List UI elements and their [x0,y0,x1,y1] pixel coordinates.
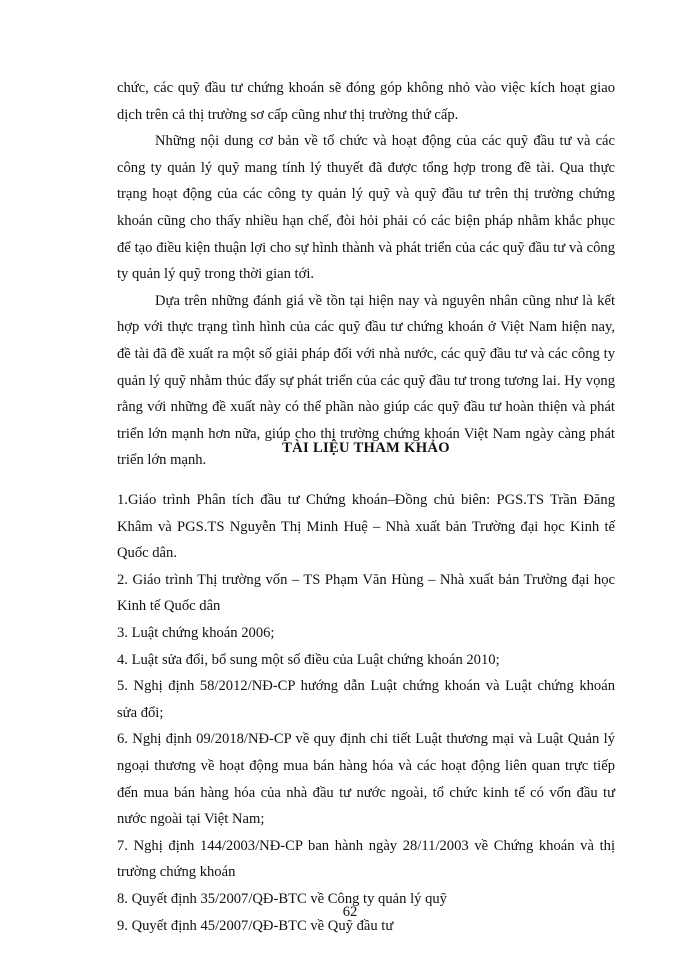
reference-item: 9. Quyết định 45/2007/QĐ-BTC về Quỹ đầu tư [117,917,394,934]
reference-item: 5. Nghị định 58/2012/NĐ-CP hướng dẫn Luật chứng khoán và Luật chứng khoán sửa đổi; [117,678,615,721]
reference-item: 8. Quyết định 35/2007/QĐ-BTC về Công ty quản lý quỹ [117,890,447,907]
reference-item: 3. Luật chứng khoán 2006; [117,624,275,641]
page-number: 62 [342,904,358,920]
reference-item: 4. Luật sửa đổi, bổ sung một số điều của Luật chứng khoán 2010; [117,651,500,668]
body-text [117,75,615,474]
paragraph-conclusion: Dựa trên những đánh giá về tồn tại hiện nay và nguyên nhân cũng như là kết hợp với thực trạng tình hình của các quỹ đầu tư chứng khoán ở Việt Nam hiện nay, đề tài đã đề xuất ra một số giải pháp đối với nhà nước, các quỹ đầu tư và các công ty quản lý quỹ nhằm thúc đẩy sự phát triển của các quỹ đầu tư trong tương lai. Hy vọng rằng với những đề xuất này có thể phần nào giúp các quỹ đầu tư hoàn thiện và phát triển lớn mạnh hơn nữa, giúp cho thị trường chứng khoán Việt Nam ngày càng phát triển lớn mạnh. [117,292,615,469]
reference-item: 2. Giáo trình Thị trường vốn – TS Phạm Văn Hùng – Nhà xuất bản Trường đại học Kinh tế Quốc dân [117,571,615,615]
paragraph-continuation: chức, các quỹ đầu tư chứng khoán sẽ đóng góp không nhỏ vào việc kích hoạt giao dịch trên cả thị trường sơ cấp cũng như thị trường thứ cấp. [117,80,615,123]
paragraph-summary: Những nội dung cơ bản về tổ chức và hoạt động của các quỹ đầu tư và các công ty quản lý quỹ mang tính lý thuyết đã được tổng hợp trong đề tài. Qua thực trạng hoạt động của các công ty quản lý quỹ và quỹ đầu tư trên thị trường chứng khoán cũng cho thấy nhiều hạn chế, đòi hỏi phải có các biện pháp nhằm khắc phục để tạo điều kiện thuận lợi cho sự hình thành và phát triển của các quỹ đầu tư và công ty quản lý quỹ trong thời gian tới. [117,133,615,283]
references-list [117,487,615,939]
reference-item: 6. Nghị định 09/2018/NĐ-CP về quy định chi tiết Luật thương mại và Luật Quản lý ngoại thương về hoạt động mua bán hàng hóa và các hoạt động liên quan trực tiếp đến mua bán hàng hóa của nhà đầu tư nước ngoài, tổ chức kinh tế có vốn đầu tư nước ngoài tại Việt Nam; [117,731,615,828]
reference-item: 7. Nghị định 144/2003/NĐ-CP ban hành ngày 28/11/2003 về Chứng khoán và thị trường chứng khoán [117,837,615,881]
references-title: TÀI LIỆU THAM KHẢO [282,440,450,456]
reference-item: 1.Giáo trình Phân tích đầu tư Chứng khoán–Đồng chủ biên: PGS.TS Trần Đăng Khâm và PGS.TS Nguyễn Thị Minh Huệ – Nhà xuất bản Trường đại học Kinh tế Quốc dân. [117,492,615,562]
